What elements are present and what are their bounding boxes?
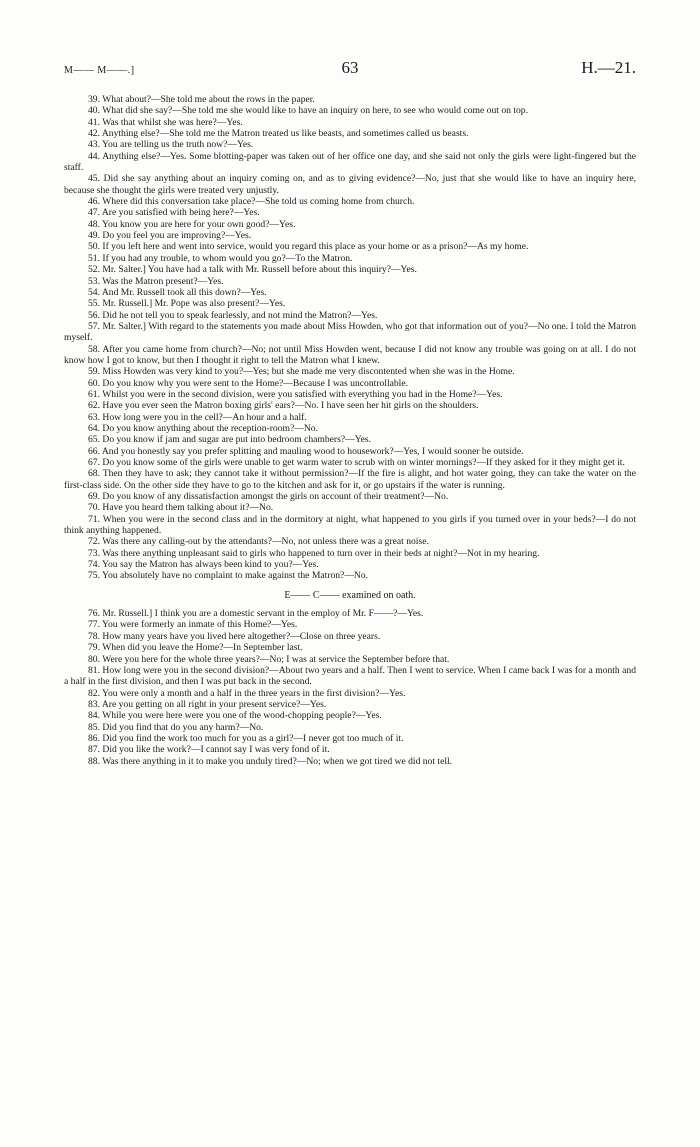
question-answer: 76. Mr. Russell.] I think you are a domestic servant in the employ of Mr. F——?—Yes. — [88, 608, 424, 620]
question-answer: 84. While you were here were you one of the wood-chopping people?—Yes. — [88, 710, 382, 722]
question-answer: 78. How many years have you lived here altogether?—Close on three years. — [88, 630, 381, 642]
question-answer: 70. Have you heard them talking about it?—No. — [88, 502, 274, 514]
question-answer: 75. You absolutely have no complaint to make against the Matron?—No. — [88, 570, 369, 582]
question-answer: 64. Do you know anything about the reception-room?—No. — [88, 422, 318, 434]
question-answer: 68. Then they have to ask; they cannot take it without permission?—If the fire is alight, and hot water going, they can take the water on the first-class side. On the other side they have to go to the kitchen and ask for it, or go upstairs if the water is running. — [64, 468, 636, 491]
section-heading: E—— C—— examined on oath. — [284, 589, 416, 601]
question-answer: 72. Was there any calling-out by the attendants?—No, not unless there was a great noise. — [88, 536, 429, 548]
testimony-section-2 — [64, 608, 636, 767]
question-answer: 55. Mr. Russell.] Mr. Pope was also present?—Yes. — [88, 298, 286, 310]
question-answer: 86. Did you find the work too much for you as a girl?—I never got too much of it. — [88, 732, 404, 744]
question-answer: 52. Mr. Salter.] You have had a talk with Mr. Russell before about this inquiry?—Yes. — [88, 264, 417, 276]
question-answer: 74. You say the Matron has always been kind to you?—Yes. — [88, 559, 319, 571]
question-answer: 67. Do you know some of the girls were unable to get warm water to scrub with on winter mornings?—If they asked for it they might get it. — [88, 457, 625, 468]
question-answer: 46. Where did this conversation take place?—She told us coming home from church. — [88, 196, 415, 208]
question-answer: 83. Are you getting on all right in your present service?—Yes. — [88, 698, 327, 710]
document-body — [64, 94, 636, 767]
page-header — [64, 58, 636, 80]
question-answer: 65. Do you know if jam and sugar are put into bedroom chambers?—Yes. — [88, 434, 372, 446]
question-answer: 81. How long were you in the second division?—About two years and a half. Then I went to service. When I came back I was for a month and a half in the first division, and then I was put back in the second. — [64, 664, 636, 688]
question-answer: 71. When you were in the second class and in the dormitory at night, what happened to you girls if you turned over in your beds?—I do not think anything happened. — [64, 513, 636, 537]
question-answer: 47. Are you satisfied with being here?—Yes. — [88, 207, 260, 219]
question-answer: 45. Did she say anything about an inquiry coming on, and as to giving evidence?—No, just that she would like to have an inquiry here, because she thought the girls were treated very unjustly. — [64, 173, 636, 196]
question-answer: 41. Was that whilst she was here?—Yes. — [88, 116, 243, 128]
question-answer: 79. When did you leave the Home?—In September last. — [88, 642, 303, 654]
question-answer: 87. Did you like the work?—I cannot say I was very fond of it. — [88, 744, 330, 756]
question-answer: 77. You were formerly an inmate of this Home?—Yes. — [88, 619, 298, 631]
question-answer: 54. And Mr. Russell took all this down?—Yes. — [88, 286, 267, 298]
question-answer: 66. And you honestly say you prefer splitting and mauling wood to housework?—Yes, I would sooner be outside. — [88, 445, 524, 457]
question-answer: 49. Do you feel you are improving?—Yes. — [88, 230, 252, 242]
question-answer: 56. Did he not tell you to speak fearlessly, and not mind the Matron?—Yes. — [88, 309, 378, 321]
question-answer: 69. Do you know of any dissatisfaction amongst the girls on account of their treatment?—No. — [88, 491, 449, 503]
question-answer: 85. Did you find that do you any harm?—No. — [88, 721, 264, 733]
question-answer: 39. What about?—She told me about the rows in the paper. — [88, 94, 315, 105]
testimony-section-1 — [64, 94, 636, 582]
question-answer: 82. You were only a month and a half in the three years in the first division?—Yes. — [88, 687, 406, 699]
question-answer: 50. If you left here and went into service, would you regard this place as your home or as a prison?—As my home. — [88, 241, 529, 253]
question-answer: 80. Were you here for the whole three years?—No; I was at service the September before that. — [88, 653, 450, 665]
question-answer: 88. Was there anything in it to make you unduly tired?—No; when we got tired we did not tell. — [88, 755, 453, 767]
question-answer: 61. Whilst you were in the second division, were you satisfied with everything you had in the Home?—Yes. — [88, 388, 503, 400]
page-number: 63 — [341, 58, 359, 77]
question-answer: 58. After you came home from church?—No; not until Miss Howden went, because I did not know any trouble was going on at all. I do not know how I got to know, but then I thought it right to tell the Matron what I knew. — [64, 343, 636, 366]
question-answer: 60. Do you know why you were sent to the Home?—Because I was uncontrollable. — [88, 377, 408, 389]
question-answer: 62. Have you ever seen the Matron boxing girls' ears?—No. I have seen her hit girls on the shoulders. — [88, 400, 479, 412]
question-answer: 44. Anything else?—Yes. Some blotting-paper was taken out of her office one day, and she said not only the girls were light-fingered but the staff. — [64, 150, 636, 174]
question-answer: 51. If you had any trouble, to whom would you go?—To the Matron. — [88, 252, 353, 264]
header-left-label: M—— M——.] — [64, 65, 135, 76]
question-answer: 42. Anything else?—She told me the Matron treated us like beasts, and sometimes called us beasts. — [88, 128, 469, 140]
question-answer: 63. How long were you in the cell?—An hour and a half. — [88, 411, 307, 423]
document-reference: H.—21. — [581, 58, 637, 77]
question-answer: 59. Miss Howden was very kind to you?—Yes; but she made me very discontented when she was in the Home. — [88, 366, 515, 378]
question-answer: 48. You know you are here for your own good?—Yes. — [88, 218, 296, 230]
question-answer: 40. What did she say?—She told me she would like to have an inquiry on here, to see who would come out on top. — [88, 105, 528, 117]
question-answer: 57. Mr. Salter.] With regard to the statements you made about Miss Howden, who got that information out of you?—No one. I told the Matron myself. — [64, 320, 636, 344]
question-answer: 43. You are telling us the truth now?—Yes. — [88, 139, 254, 151]
question-answer: 53. Was the Matron present?—Yes. — [88, 275, 224, 287]
question-answer: 73. Was there anything unpleasant said to girls who happened to turn over in their beds at night?—Not in my hearing. — [88, 547, 540, 559]
